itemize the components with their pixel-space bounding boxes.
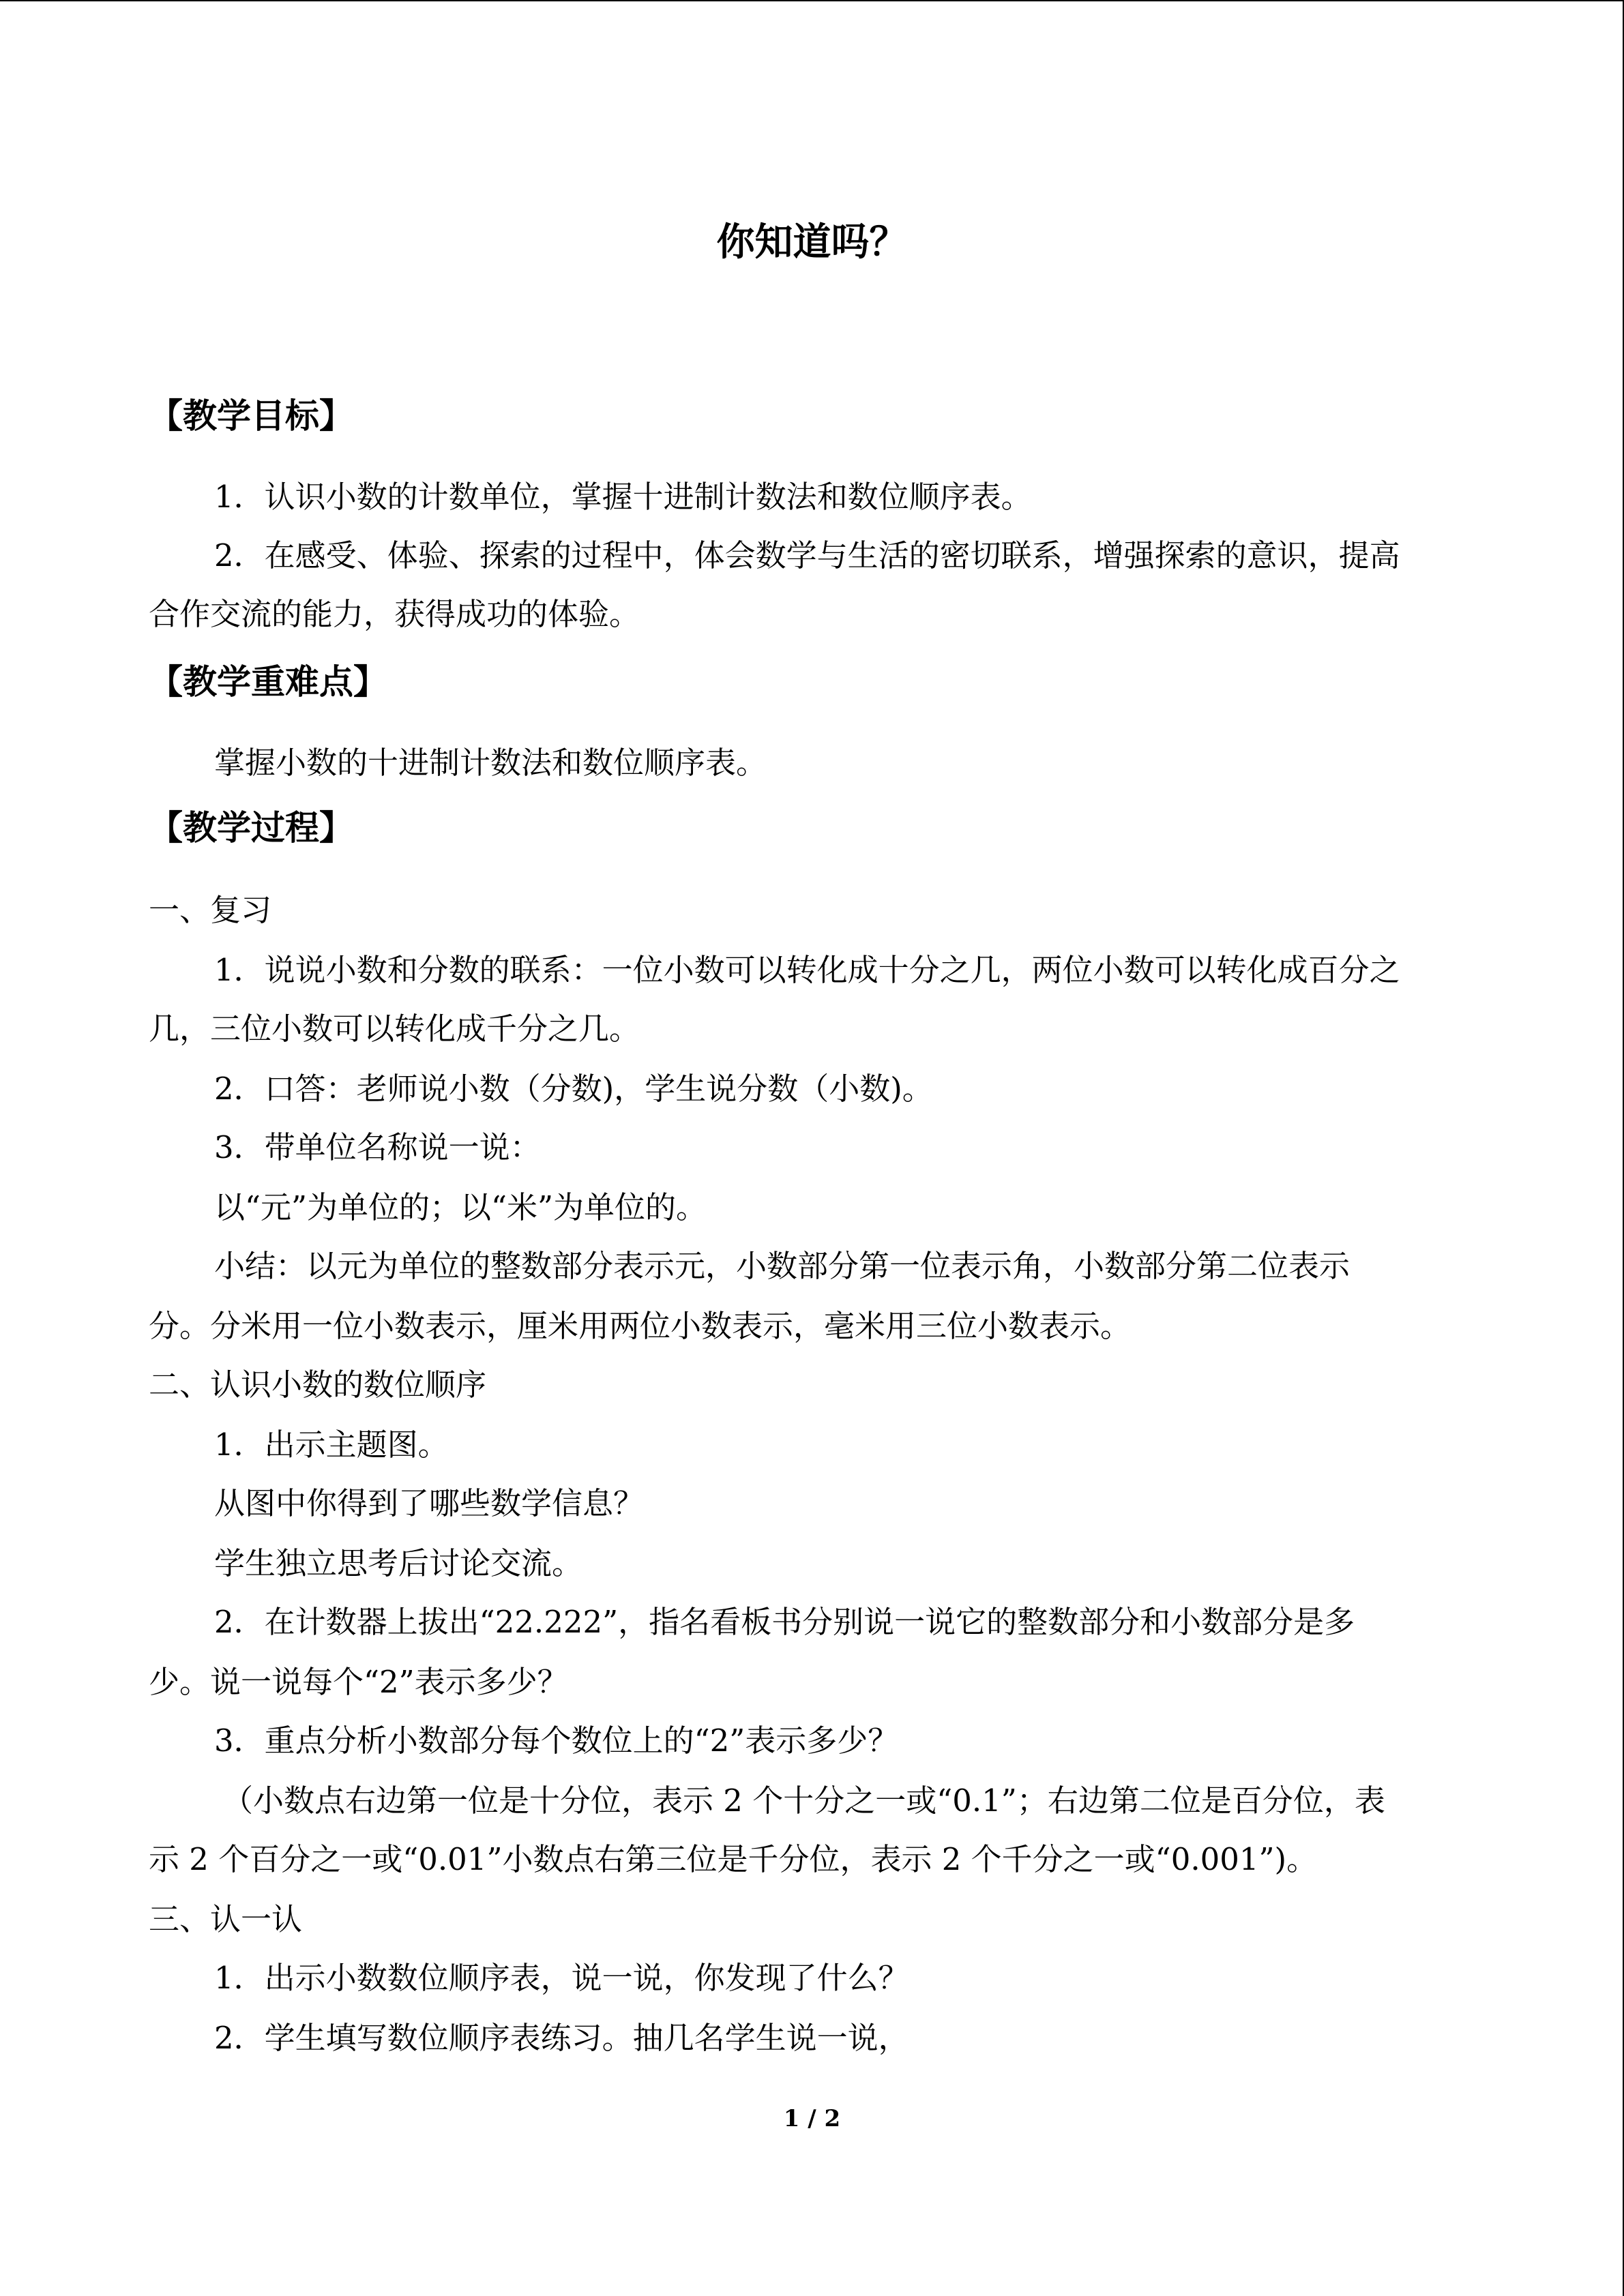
text-line: 二、认识小数的数位顺序 [149,1367,487,1403]
text-line: 分。分米用一位小数表示，厘米用两位小数表示，毫米用三位小数表示。 [149,1308,1132,1344]
text-line: 2．口答：老师说小数（分数)，学生说分数（小数)。 [214,1071,933,1107]
text-line: 1．出示小数数位顺序表，说一说，你发现了什么？ [214,1960,909,1996]
text-line: 掌握小数的十进制计数法和数位顺序表。 [214,745,767,781]
page-number: 1 / 2 [783,2105,841,2132]
section-heading-goals: 【教学目标】 [149,396,353,436]
text-line: 从图中你得到了哪些数学信息？ [214,1485,645,1521]
page-title: 你知道吗？ [716,220,908,265]
text-line: 一、复习 [149,892,272,928]
text-line: 3．带单位名称说一说： [214,1129,541,1165]
text-line: 2．在感受、体验、探索的过程中，体会数学与生活的密切联系，增强探索的意识，提高 [214,537,1400,573]
text-line: 合作交流的能力，获得成功的体验。 [149,596,640,632]
text-line: 1．出示主题图。 [214,1427,449,1463]
text-line: 1．认识小数的计数单位，掌握十进制计数法和数位顺序表。 [214,479,1032,515]
text-line: 以“元”为单位的；以“米”为单位的。 [214,1189,707,1225]
text-line: 几，三位小数可以转化成千分之几。 [149,1011,640,1047]
text-line: 三、认一认 [149,1901,303,1937]
text-line: 2．在计数器上拔出“22.222”，指名看板书分别说一说它的整数部分和小数部分是多 [214,1604,1355,1640]
section-heading-process: 【教学过程】 [149,807,353,848]
text-line: 学生独立思考后讨论交流。 [214,1545,583,1581]
section-heading-key-points: 【教学重难点】 [149,661,387,702]
text-line: 2．学生填写数位顺序表练习。抽几名学生说一说， [214,2020,909,2056]
text-line: （小数点右边第一位是十分位，表示 2 个十分之一或“0.1”；右边第二位是百分位，表 [222,1783,1385,1819]
text-line: 3．重点分析小数部分每个数位上的“2”表示多少？ [214,1723,899,1759]
text-line: 小结：以元为单位的整数部分表示元，小数部分第一位表示角，小数部分第二位表示 [214,1248,1350,1284]
text-line: 1．说说小数和分数的联系：一位小数可以转化成十分之几，两位小数可以转化成百分之 [214,952,1400,988]
text-line: 少。说一说每个“2”表示多少？ [149,1664,568,1700]
text-line: 示 2 个百分之一或“0.01”小数点右第三位是千分位，表示 2 个千分之一或“0.001”)。 [149,1841,1318,1877]
